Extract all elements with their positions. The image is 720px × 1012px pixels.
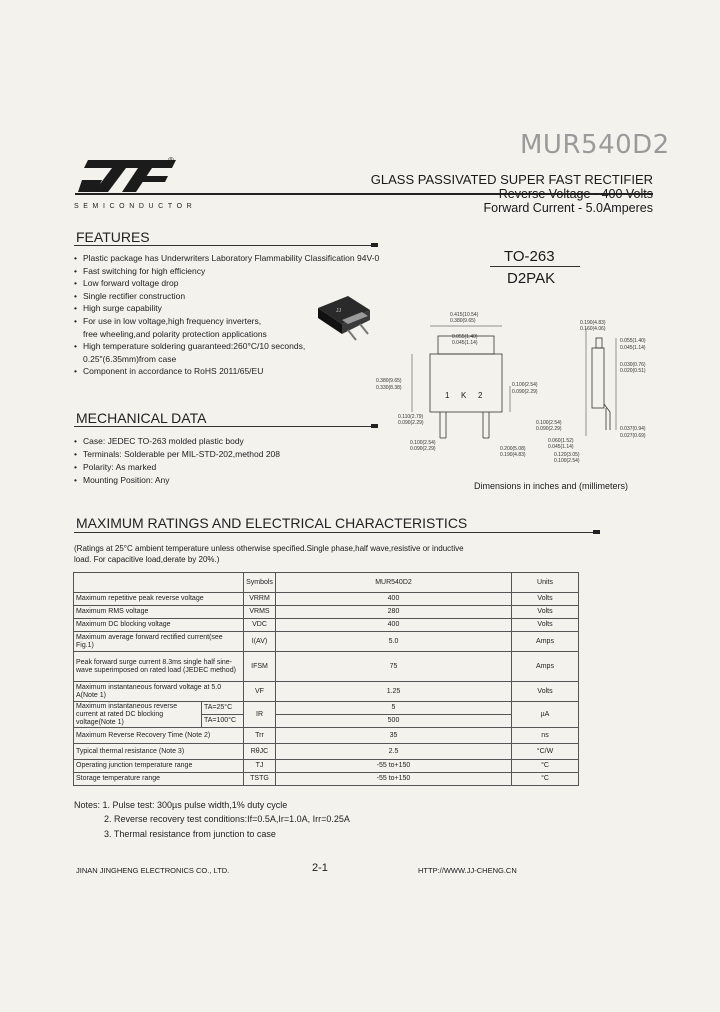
dimensions-note: Dimensions in inches and (millimeters) — [474, 481, 629, 491]
unit-cell: Volts — [512, 682, 579, 702]
dim-label: 0.415(10.54) — [450, 312, 479, 318]
features-title: FEATURES — [76, 229, 150, 245]
table-header-cell: MUR540D2 — [276, 573, 512, 593]
dim-label: 0.090(2.29) — [398, 420, 424, 426]
dim-label: 0.120(3.05) — [554, 452, 580, 458]
package-name-d2pak: D2PAK — [507, 270, 556, 287]
table-row — [74, 760, 579, 773]
table-row — [74, 652, 579, 682]
unit-cell: µA — [512, 702, 579, 728]
table-row — [74, 773, 579, 786]
table-header-cell: Units — [512, 573, 579, 593]
dim-label: 0.045(1.14) — [620, 345, 646, 351]
symbol-cell: IFSM — [244, 652, 276, 682]
forward-current: Forward Current - 5.0Amperes — [483, 201, 653, 215]
symbol-cell: RθJC — [244, 744, 276, 760]
note-2: 2. Reverse recovery test conditions:If=0.5A,Ir=1.0A, Irr=0.25A — [104, 814, 350, 824]
table-header-row — [74, 573, 579, 593]
unit-cell: ns — [512, 728, 579, 744]
note-1: Notes: 1. Pulse test: 300µs pulse width,1% duty cycle — [74, 800, 288, 810]
symbol-cell: VDC — [244, 619, 276, 632]
value-cell: -55 to+150 — [276, 773, 512, 786]
value-cell: 500 — [276, 715, 512, 728]
table-row — [74, 632, 579, 652]
feature-item: • Single rectifier construction — [74, 290, 379, 303]
dim-label: 0.020(0.51) — [620, 368, 646, 374]
ratings-underline-mark — [593, 530, 600, 534]
symbol-cell: TSTG — [244, 773, 276, 786]
dim-label: 0.100(2.54) — [512, 382, 538, 388]
table-row — [74, 728, 579, 744]
reverse-voltage: Reverse Voltage - 400 Volts — [498, 187, 653, 201]
ratings-note-1: (Ratings at 25°C ambient temperature unless otherwise specified.Single phase,half wave,resistive or inductive — [74, 544, 464, 553]
feature-item: • For use in low voltage,high frequency inverters, — [74, 315, 379, 328]
feature-item: • Plastic package has Underwriters Laboratory Flammability Classification 94V-0 — [74, 252, 379, 265]
feature-item: 0.25"(6.35mm)from case — [83, 353, 177, 364]
param-cell: Maximum instantaneous reverse current at rated DC blocking voltage(Note 1) — [74, 702, 202, 728]
mechanical-title: MECHANICAL DATA — [76, 410, 207, 426]
mechanical-underline — [74, 426, 377, 427]
svg-text:JJ: JJ — [336, 308, 341, 314]
unit-cell: Amps — [512, 632, 579, 652]
value-cell: 400 — [276, 619, 512, 632]
dim-label: 0.200(5.08) — [500, 446, 526, 452]
dim-label: 0.330(8.38) — [376, 385, 402, 391]
param-cell: Maximum DC blocking voltage — [74, 619, 244, 632]
feature-item: • High surge capability — [74, 302, 379, 315]
unit-cell: Amps — [512, 652, 579, 682]
footer-page-number: 2-1 — [312, 862, 328, 874]
feature-item: • Fast switching for high efficiency — [74, 265, 379, 278]
param-cell: Typical thermal resistance (Note 3) — [74, 744, 244, 760]
dim-label: 0.190(4.83) — [580, 320, 606, 326]
dim-label: 0.090(2.29) — [512, 389, 538, 395]
table-row — [74, 606, 579, 619]
value-cell: 400 — [276, 593, 512, 606]
dim-label: 0.100(2.54) — [410, 440, 436, 446]
mechanical-underline-mark — [371, 424, 378, 428]
table-row — [74, 744, 579, 760]
symbol-cell: I(AV) — [244, 632, 276, 652]
value-cell: 2.5 — [276, 744, 512, 760]
dim-label: 0.380(9.65) — [376, 378, 402, 384]
dim-label: 0.037(0.94) — [620, 426, 646, 432]
component-photo — [312, 290, 378, 344]
pin-label-2: 2 — [478, 391, 483, 400]
dim-label: 0.110(2.79) — [398, 414, 424, 420]
ratings-table — [73, 572, 579, 786]
feature-item: • Low forward voltage drop — [74, 277, 379, 290]
value-cell: 5.0 — [276, 632, 512, 652]
features-underline-mark — [371, 243, 378, 247]
footer-company: JINAN JINGHENG ELECTRONICS CO., LTD. — [76, 866, 230, 875]
param-cell: Maximum RMS voltage — [74, 606, 244, 619]
value-cell: -55 to+150 — [276, 760, 512, 773]
value-cell: 35 — [276, 728, 512, 744]
symbol-cell: VF — [244, 682, 276, 702]
dim-label: 0.190(4.83) — [500, 452, 526, 458]
unit-cell: °C — [512, 773, 579, 786]
table-header-cell — [74, 573, 244, 593]
unit-cell: Volts — [512, 619, 579, 632]
features-underline — [74, 245, 377, 246]
feature-item: • Component in accordance to RoHS 2011/65/EU — [74, 365, 379, 378]
value-cell: 1.25 — [276, 682, 512, 702]
ratings-underline — [74, 532, 600, 533]
dim-label: 0.060(1.52) — [548, 438, 574, 444]
unit-cell: Volts — [512, 606, 579, 619]
dim-label: 0.100(2.54) — [536, 420, 562, 426]
value-cell: 75 — [276, 652, 512, 682]
table-row — [74, 619, 579, 632]
dim-label: 0.380(9.65) — [450, 318, 476, 324]
dim-label: 0.055(1.40) — [452, 334, 478, 340]
mechanical-item: • Mounting Position: Any — [74, 474, 280, 487]
param-cell: Peak forward surge current 8.3ms single half sine-wave superimposed on rated load (JEDEC method) — [74, 652, 244, 682]
ratings-note-2: load. For capacitive load,derate by 20%.) — [74, 555, 220, 564]
symbol-cell: TJ — [244, 760, 276, 773]
ratings-title: MAXIMUM RATINGS AND ELECTRICAL CHARACTERISTICS — [76, 515, 468, 531]
pin-label-k: K — [461, 391, 467, 400]
table-row — [74, 702, 579, 715]
product-title: GLASS PASSIVATED SUPER FAST RECTIFIER — [370, 172, 653, 187]
dim-label: 0.027(0.69) — [620, 433, 646, 439]
pin-label-1: 1 — [445, 391, 450, 400]
note-3: 3. Thermal resistance from junction to case — [104, 829, 276, 839]
value-cell: 280 — [276, 606, 512, 619]
param-cell: Maximum repetitive peak reverse voltage — [74, 593, 244, 606]
dim-label: 0.100(2.54) — [554, 458, 580, 464]
unit-cell: °C/W — [512, 744, 579, 760]
param-cell: Operating junction temperature range — [74, 760, 244, 773]
table-row — [74, 682, 579, 702]
symbol-cell: VRMS — [244, 606, 276, 619]
mechanical-list — [74, 435, 280, 487]
footer-website: HTTP://WWW.JJ-CHENG.CN — [418, 866, 517, 875]
param-cell: Maximum Reverse Recovery Time (Note 2) — [74, 728, 244, 744]
symbol-cell: IR — [244, 702, 276, 728]
part-number: MUR540D2 — [520, 130, 670, 160]
dim-label: 0.090(2.29) — [536, 426, 562, 432]
feature-item: • High temperature soldering guaranteed:260°C/10 seconds, — [74, 340, 379, 353]
mechanical-item: • Polarity: As marked — [74, 461, 280, 474]
param-cell: Maximum average forward rectified current(see Fig.1) — [74, 632, 244, 652]
condition-cell: TA=100°C — [202, 715, 244, 728]
unit-cell: °C — [512, 760, 579, 773]
registered-mark: ® — [168, 156, 174, 165]
symbol-cell: VRRM — [244, 593, 276, 606]
dim-label: 0.055(1.40) — [620, 338, 646, 344]
package-name-underline — [490, 266, 580, 267]
dim-label: 0.045(1.14) — [452, 340, 478, 346]
dim-label: 0.090(2.29) — [410, 446, 436, 452]
mechanical-item: • Case: JEDEC TO-263 molded plastic body — [74, 435, 280, 448]
unit-cell: Volts — [512, 593, 579, 606]
dim-label: 0.030(0.76) — [620, 362, 646, 368]
feature-item: free wheeling,and polarity protection applications — [83, 328, 267, 339]
mechanical-item: • Terminals: Solderable per MIL-STD-202,method 208 — [74, 448, 280, 461]
param-cell: Maximum instantaneous forward voltage at 5.0 A(Note 1) — [74, 682, 244, 702]
table-row — [74, 593, 579, 606]
package-name-to263: TO-263 — [504, 248, 555, 265]
condition-cell: TA=25°C — [202, 702, 244, 715]
logo-subtext: SEMICONDUCTOR — [74, 203, 197, 210]
dim-label: 0.160(4.06) — [580, 326, 606, 332]
value-cell: 5 — [276, 702, 512, 715]
dim-label: 0.045(1.14) — [548, 444, 574, 450]
table-header-cell: Symbols — [244, 573, 276, 593]
param-cell: Storage temperature range — [74, 773, 244, 786]
symbol-cell: Trr — [244, 728, 276, 744]
